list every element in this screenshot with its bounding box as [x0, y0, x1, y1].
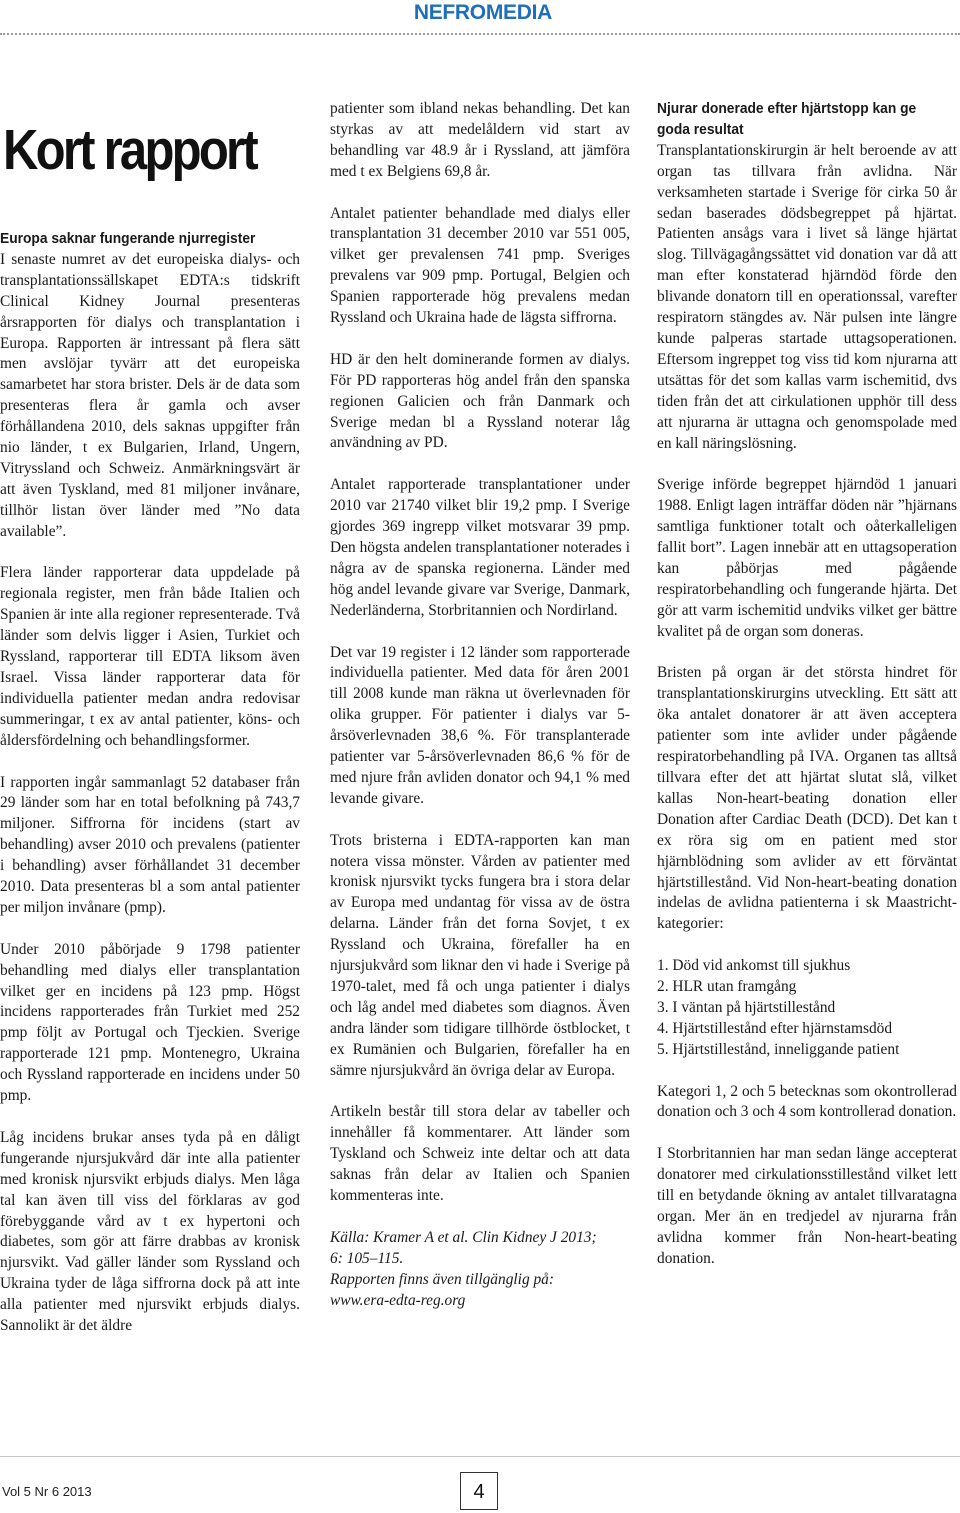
source-citation — [330, 1228, 630, 1312]
article-column-2 — [330, 99, 630, 1332]
article-heading: Njurar donerade efter hjärtstopp kan ge goda resultat — [657, 100, 917, 138]
paragraph: Flera länder rapporterar data uppdelade på regionala register, men från både Italien och Spanien är inte alla regioner representerade. Två länder som delvis ligger i Asien, Turkiet och Ryssland, rapporterar till EDTA liksom även Israel. Vissa länder rapporterar data för individuella patienter medan andra redovisar summeringar, t ex av antal patienter, köns- och åldersfördelning och behandlingsformer. — [0, 564, 300, 749]
brand-logo: NEFROMEDIA — [413, 1, 552, 24]
list-item: 1. Död vid ankomst till sjukhus — [657, 957, 851, 975]
paragraph: Trots bristerna i EDTA-rapporten kan man notera vissa mönster. Vården av patienter med kronisk njursvikt tycks fungera bra i stora delar av Europa med undantag för vissa av de östra delarna. Länder från det forna Sovjet, t ex Ryssland och Ukraina, förefaller ha en njursjukvård som liknar den vi hade i Sverige på 1970-talet, med få och unga patienter i dialys och låg andel med diabetes som diagnos. Även andra länder som tidigare tillhörde östblocket, t ex Rumänien och Bulgarien, förefaller ha en sämre njursjukvård än övriga delar av Europa. — [330, 831, 630, 1079]
paragraph: Det var 19 register i 12 länder som rapporterade individuella patienter. Med data för åren 2001 till 2008 kunde man räkna ut överlevnaden för olika grupper. För patienter i dialys var 5-årsöverlevnaden 38,6 %. För transplanterade patienter var 5-årsöverlevnaden 86,6 % för de med njure från avliden donator och 94,1 % med levande givare. — [330, 643, 630, 807]
article-heading: Europa saknar fungerande njurregister — [0, 230, 256, 247]
list-item: 5. Hjärtstillestånd, inneliggande patient — [657, 1040, 900, 1058]
list-item: 2. HLR utan framgång — [657, 978, 797, 996]
paragraph: Antalet rapporterade transplantationer under 2010 var 21740 vilket blir 19,2 pmp. I Sverige gjordes 369 ingrepp vilket motsvarar 39 pmp. Den högsta andelen transplantationer noterades i några av de spanska regionerna. Länder med hög andel levande givare var Sverige, Danmark, Nederländerna, Storbritannien och Nordirland. — [330, 476, 630, 619]
paragraph: Sverige införde begreppet hjärndöd 1 januari 1988. Enligt lagen inträffar döden när ”hjärnans samtliga funktioner totalt och oåterkalleligen fallit bort”. Lagen innebär att en uttagsoperation kan påbörjas med pågående respiratorbehandling och fungerande hjärta. Det gör att varm ischemitid undviks vilket ger bättre kvalitet på de organ som doneras. — [657, 476, 957, 640]
list-item: 3. I väntan på hjärtstillestånd — [657, 998, 836, 1016]
maastricht-category-list — [657, 956, 957, 1061]
source-line: Rapporten finns även tillgänglig på: — [330, 1270, 554, 1288]
header-divider — [0, 33, 960, 35]
issue-label: Vol 5 Nr 6 2013 — [2, 1484, 92, 1499]
paragraph: I senaste numret av det europeiska dialys- och transplantationssällskapet EDTA:s tidskrift Clinical Kidney Journal presenteras årsrapporten för dialys och transplantation i Europa. Rapporten är intressant på flera sätt men avslöjar tyvärr att det europeiska samarbetet har stora brister. Dels är de data som presenteras flera år gamla och avser förhållandena 2010, dels saknas uppgifter från nio länder, t ex Bulgarien, Irland, Ungern, Vitryssland och Schweiz. Anmärkningsvärt är att även Tyskland, med 81 miljoner invånare, tillhör listan över länder med ”No data available”. — [0, 250, 300, 540]
paragraph: I Storbritannien har man sedan länge accepterat donatorer med cirkulationsstillestånd vilket lett till en betydande ökning av antalet tillvaratagna organ. Mer än en tredjedel av njurarna från avlidna kommer från Non-heart-beating donation. — [657, 1145, 957, 1267]
source-line: Källa: Kramer A et al. Clin Kidney J 2013; — [330, 1228, 597, 1246]
section-title: Kort rapport — [3, 118, 256, 182]
paragraph: HD är den helt dominerande formen av dialys. För PD rapporteras hög andel från den spanska regionen Galicien och från Danmark och Sverige medan bl a Ryssland noterar låg användning av PD. — [330, 350, 630, 452]
source-line: 6: 105–115. — [330, 1249, 404, 1267]
footer-divider — [0, 1456, 960, 1457]
paragraph: Artikeln består till stora delar av tabeller och innehåller få kommentarer. Att länder som Tyskland och Schweiz inte deltar och att data saknas från delar av Italien och Spanien kommenteras inte. — [330, 1103, 630, 1205]
paragraph: Under 2010 påbörjade 9 1798 patienter behandling med dialys eller transplantation vilket ger en incidens på 123 pmp. Högst incidens rapporterades från Turkiet med 252 pmp följt av Portugal och Tjeckien. Sverige rapporterade 121 pmp. Montenegro, Ukraina och Ryssland rapporterade en incidens under 50 pmp. — [0, 940, 300, 1105]
article-column-3 — [657, 99, 957, 1291]
paragraph: Låg incidens brukar anses tyda på en dåligt fungerande njursjukvård där inte alla patienter med kronisk njursvikt erbjuds dialys. Men låga tal kan även till viss del förklaras av god förebyggande vård av t ex hypertoni och diabetes, som gör att färre drabbas av kronisk njursvikt. Vad gäller länder som Ryssland och Ukraina tyder de låga siffrorna dock på att inte alla patienter med njursvikt erbjuds dialys. Sannolikt är det äldre — [0, 1128, 300, 1335]
paragraph: patienter som ibland nekas behandling. Det kan styrkas av att medelåldern vid start av behandling var 48.9 år i Ryssland, att jämföra med t ex Belgiens 69,8 år. — [330, 100, 630, 180]
list-item: 4. Hjärtstillestånd efter hjärnstamsdöd — [657, 1019, 893, 1037]
source-url: www.era-edta-reg.org — [330, 1291, 466, 1309]
paragraph: Bristen på organ är det största hindret för transplantationskirurgins utveckling. Ett sätt att öka antalet donatorer är att även acceptera patienter som inte avlider under pågående respiratorbehandling på IVA. Organen tas alltså tillvara efter det att hjärtat slutat slå, vilket kallas Non-heart-beating donation eller Donation after Cardiac Death (DCD). Det kan t ex röra sig om en patient med stor hjärnblödning som avlider av ett förväntat hjärtstillestånd. Vid Non-heart-beating donation indelas de avlidna patienterna i sk Maastricht-kategorier: — [657, 664, 957, 933]
paragraph: Transplantationskirurgin är helt beroende av att organ tas tillvara från avlidna. När verksamheten startade i Sverige för cirka 50 år sedan baserades dödsbegreppet på hjärtat. Patienten ansågs vara i livet så länge hjärtat slog. Tillvägagångssättet vid donation var då att man efter konstaterad hjärndöd förde den blivande donatorn till en operationssal, varefter respiratorn stängdes av. När pulsen inte längre kunde palperas startade uttagsoperationen. Eftersom ingreppet tog viss tid kom njurarna att utsättas för det som kallas varm ischemitid, dvs tiden från det att cirkulationen upphör till dess att njurarna är uttagna och genomspolade med en kall näringslösning. — [657, 141, 957, 452]
paragraph: I rapporten ingår sammanlagt 52 databaser från 29 länder som har en total befolkning på 743,7 miljoner. Siffrorna för incidens (start av behandling) avser 2010 och prevalens (patienter i behandling) avser förhållandet 31 december 2010. Data presenteras bl a som antal patienter per miljon invånare (pmp). — [0, 773, 300, 916]
paragraph: Antalet patienter behandlade med dialys eller transplantation 31 december 2010 var 551 005, vilket ger prevalensen 741 pmp. Sveriges prevalens var 909 pmp. Portugal, Belgien och Spanien rapporterade hög prevalens medan Ryssland och Ukraina hade de lägsta siffrorna. — [330, 204, 630, 327]
paragraph: Kategori 1, 2 och 5 betecknas som okontrollerad donation och 3 och 4 som kontrollerad donation. — [657, 1082, 957, 1121]
page-number: 4 — [460, 1472, 498, 1510]
article-column-1 — [0, 229, 300, 1358]
